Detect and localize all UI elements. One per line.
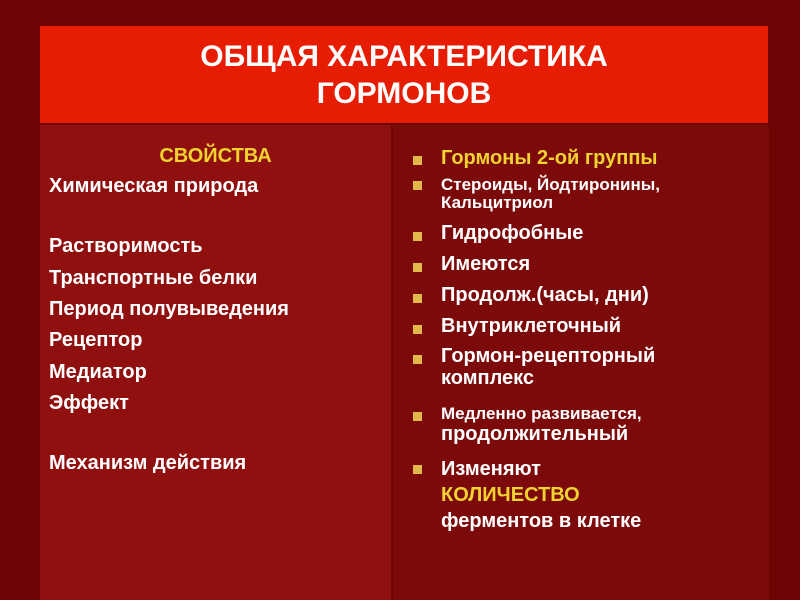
bullet-icon bbox=[413, 412, 422, 421]
bullet-icon bbox=[413, 156, 422, 165]
item-line: ферментов в клетке bbox=[441, 510, 642, 532]
item-mechanism bbox=[441, 456, 641, 534]
properties-panel bbox=[40, 125, 391, 600]
item-line: Кальцитриол bbox=[441, 193, 554, 212]
bullet-icon bbox=[413, 232, 422, 241]
item-line: Стероиды, Йодтиронины, bbox=[441, 175, 660, 194]
property-half-life: Период полувыведения bbox=[49, 298, 289, 320]
item-line: Изменяют bbox=[441, 458, 541, 480]
item-line: продолжительный bbox=[441, 423, 629, 445]
item-effect bbox=[441, 405, 642, 445]
item-chemical-nature bbox=[441, 176, 660, 212]
item-solubility: Гидрофобные bbox=[441, 222, 584, 244]
bullet-icon bbox=[413, 355, 422, 364]
property-effect: Эффект bbox=[49, 392, 129, 414]
property-transport-proteins: Транспортные белки bbox=[49, 267, 258, 289]
properties-heading: СВОЙСТВА bbox=[159, 145, 272, 167]
title-banner bbox=[40, 26, 768, 123]
group2-heading: Гормоны 2-ой группы bbox=[441, 147, 658, 169]
property-solubility: Растворимость bbox=[49, 235, 203, 257]
item-line: комплекс bbox=[441, 367, 535, 389]
group2-panel bbox=[393, 125, 769, 600]
property-chemical-nature: Химическая природа bbox=[49, 175, 259, 197]
property-mediator: Медиатор bbox=[49, 361, 147, 383]
bullet-icon bbox=[413, 325, 422, 334]
item-line-highlight: КОЛИЧЕСТВО bbox=[441, 484, 580, 506]
bullet-icon bbox=[413, 263, 422, 272]
item-mediator bbox=[441, 345, 655, 389]
item-transport-proteins: Имеются bbox=[441, 253, 531, 275]
bullet-icon bbox=[413, 465, 422, 474]
bullet-icon bbox=[413, 181, 422, 190]
item-line: Медленно развивается, bbox=[441, 404, 642, 423]
bullet-icon bbox=[413, 294, 422, 303]
title-line-2: ГОРМОНОВ bbox=[316, 76, 492, 110]
property-receptor: Рецептор bbox=[49, 329, 143, 351]
property-mechanism: Механизм действия bbox=[49, 452, 247, 474]
item-line: Гормон-рецепторный bbox=[441, 345, 656, 367]
item-receptor: Внутриклеточный bbox=[441, 315, 622, 337]
title-line-1: ОБЩАЯ ХАРАКТЕРИСТИКА bbox=[200, 39, 608, 73]
item-half-life: Продолж.(часы, дни) bbox=[441, 284, 649, 306]
